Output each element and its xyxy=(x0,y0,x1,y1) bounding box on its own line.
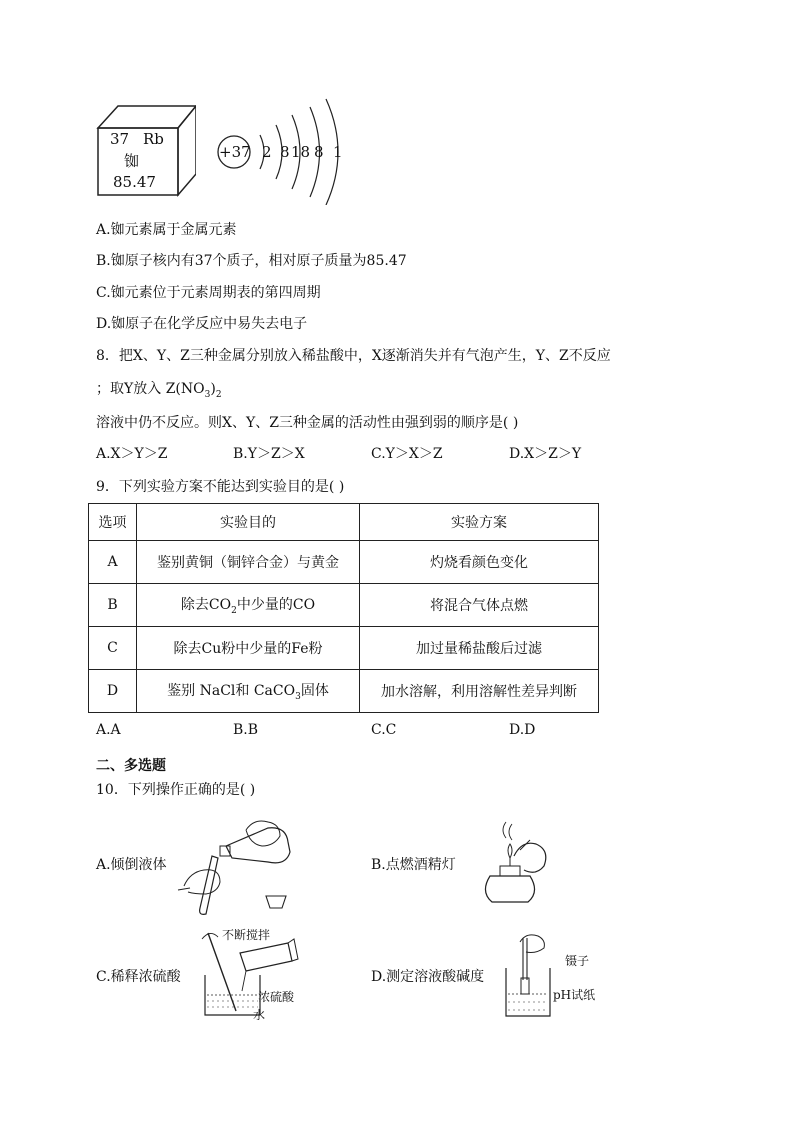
stir-label: 不断搅拌 xyxy=(222,928,271,942)
q7-option-c: C.铷元素位于元素周期表的第四周期 xyxy=(96,285,321,301)
header-option: 选项 xyxy=(89,504,137,541)
q10-question: 10．下列操作正确的是( ) xyxy=(96,782,256,798)
q8-formula: $Z(NO_3)_2$ xyxy=(165,381,222,400)
row-b-option: B xyxy=(89,584,137,627)
q8-question-line1: 8．把X、Y、Z三种金属分别放入稀盐酸中，X逐渐消失并有气泡产生，Y、Z不反应 xyxy=(96,348,611,364)
table-header-row xyxy=(89,504,599,541)
q7-option-a: A.铷元素属于金属元素 xyxy=(96,222,237,238)
q8-option-d: D.X＞Z＞Y xyxy=(509,446,582,462)
q7-option-b: B.铷原子核内有37个质子，相对原子质量为85.47 xyxy=(96,253,407,269)
q8-option-c: C.Y＞X＞Z xyxy=(371,446,443,462)
q10-option-c: C.稀释浓硫酸 xyxy=(96,969,181,985)
row-d-option: D xyxy=(89,670,137,713)
section-heading: 二、多选题 xyxy=(96,758,166,774)
row-a-plan: 灼烧看颜色变化 xyxy=(360,541,599,584)
row-c-purpose: 除去Cu粉中少量的Fe粉 xyxy=(137,627,360,670)
q8-question-line2 xyxy=(96,378,222,400)
ph-test-illustration xyxy=(500,928,560,1020)
shell-1: 2 xyxy=(262,143,272,161)
alcohol-lamp-illustration xyxy=(470,820,550,910)
header-purpose: 实验目的 xyxy=(137,504,360,541)
shell-3: 18 xyxy=(291,143,311,161)
ph-paper-label: pH试纸 xyxy=(553,988,596,1002)
table-row xyxy=(89,541,599,584)
experiment-table xyxy=(88,503,599,713)
row-a-option: A xyxy=(89,541,137,584)
q9-option-d: D.D xyxy=(509,722,536,738)
row-b-plan: 将混合气体点燃 xyxy=(360,584,599,627)
row-d-purpose: 鉴别 NaCl和 CaCO$_3$固体 xyxy=(137,670,360,713)
row-b-purpose: 除去$CO_2$中少量的CO xyxy=(137,584,360,627)
water-label: 水 xyxy=(253,1008,266,1022)
row-c-option: C xyxy=(89,627,137,670)
q8-option-a: A.X＞Y＞Z xyxy=(96,446,168,462)
element-mass: 85.47 xyxy=(113,173,156,191)
element-number: 37 xyxy=(110,130,130,148)
nucleus-charge: +37 xyxy=(219,143,251,161)
table-row xyxy=(89,670,599,713)
q10-option-b: B.点燃酒精灯 xyxy=(371,857,456,873)
row-c-plan: 加过量稀盐酸后过滤 xyxy=(360,627,599,670)
q8-option-b: B.Y＞Z＞X xyxy=(233,446,305,462)
row-d-plan: 加水溶解，利用溶解性差异判断 xyxy=(360,670,599,713)
element-symbol: Rb xyxy=(143,130,164,148)
q10-option-d: D.测定溶液酸碱度 xyxy=(371,969,485,985)
element-name: 铷 xyxy=(124,152,140,170)
shell-5: 1 xyxy=(333,143,343,161)
acid-label: 浓硫酸 xyxy=(258,990,295,1004)
q8-line2-prefix: ；取Y放入 xyxy=(96,381,162,397)
q10-option-a: A.倾倒液体 xyxy=(96,857,167,873)
header-plan: 实验方案 xyxy=(360,504,599,541)
pouring-liquid-illustration xyxy=(176,818,306,918)
q9-option-b: B.B xyxy=(233,722,259,738)
q9-option-c: C.C xyxy=(371,722,397,738)
table-row xyxy=(89,584,599,627)
shell-2: 8 xyxy=(280,143,290,161)
table-row xyxy=(89,627,599,670)
q7-option-d: D.铷原子在化学反应中易失去电子 xyxy=(96,316,308,332)
q9-question: 9．下列实验方案不能达到实验目的是( ) xyxy=(96,479,345,495)
shell-4: 8 xyxy=(314,143,324,161)
q8-question-line3: 溶液中仍不反应。则X、Y、Z三种金属的活动性由强到弱的顺序是( ) xyxy=(96,415,519,431)
row-a-purpose: 鉴别黄铜（铜锌合金）与黄金 xyxy=(137,541,360,584)
q9-option-a: A.A xyxy=(96,722,121,738)
tweezers-label: 镊子 xyxy=(565,954,590,968)
